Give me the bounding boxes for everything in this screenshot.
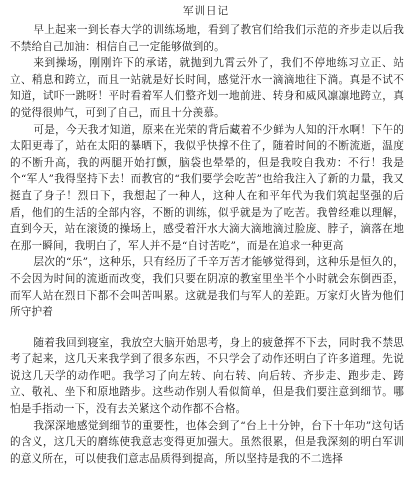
document-title: 军训日记 — [183, 5, 229, 17]
paragraph: 层次的“乐”，这种乐，只有经历了千辛万苦才能够觉得到，这种乐是恒久的，不会因为时间的流逝而改变，我们只要在阴凉的教室里坐半个小时就会东倒西歪，而军人站在烈日下都不会叫苦叫累。这就是我们与军人的差距。万家灯火皆为他们所守护着 — [10, 256, 404, 319]
paragraph: 随着我回到寝室，我放空大脑开始思考，身上的疲惫挥不下去，同时我不禁思考了起来，这几天来我学到了很多东西，不只学会了动作还明白了许多道理。先说说这几天学的动作吧。我学习了向左转、向右转、向后转、齐步走、跑步走、跨立、敬礼、坐下和原地踏步。这些动作别人看似简单，但是我们要注意到细节。哪怕是手指动一下，没有去关紧这个动作都不合格。 — [10, 336, 404, 416]
paragraph: 来到操场，刚刚许下的承诺，就抛到九霄云外了，我们不停地练习立正、站立、稍息和跨立，而且一站就是好长时间，感觉汗水一滴滴地往下淌。真是不试不知道，试吓一跳呀！平时看着军人们整齐划一地前进、转身和威风凛凛地跨立，真的觉得很帅气，可到了自己，而且十分羡慕。 — [10, 57, 404, 119]
paragraph: 可是，今天我才知道，原来在光荣的背后藏着不少鲜为人知的汗水啊！下午的太阳更毒了，站在太阳的暴晒下，我似乎快撑不住了，随着时间的不断流逝，温度的不断升高，我的两腿开始打颤，脑袋也晕晕的，但是我咬自我劝：不行！我是个“军人”我得坚持下去！而教官的“我们要学会吃苦”也给我注入了新的力量，我又挺直了身子！烈日下，我想起了一种人，这种人在和平年代为我们筑起坚强的后盾，他们的生活的全部内容，不断的训练，似乎就是为了吃苦。我曾经难以理解，直到今天，站在滚烫的操场上，感受着汗水大滴大滴地滴过脸庞、脖子，滴落在地在那一瞬间，我明白了，军人并不是“自讨苦吃”，而是在追求一种更高 — [10, 123, 404, 252]
document-body — [10, 22, 404, 467]
section-gap — [10, 321, 404, 335]
paragraph: 我深深地感觉到细节的重要性，也体会到了“台上十分钟，台下十年功”这句话的含义，这几天的磨练使我意志变得更加强大。虽然很累，但是我深刻的明白军训的意义所在，可以使我们意志品质得到提高，所以坚持是我的不二选择 — [10, 419, 404, 465]
paragraph: 早上起来一到长春大学的训练场地，看到了教官们给我们示范的齐步走以后我不禁给自己加油：相信自己一定能够做到的。 — [10, 24, 404, 53]
